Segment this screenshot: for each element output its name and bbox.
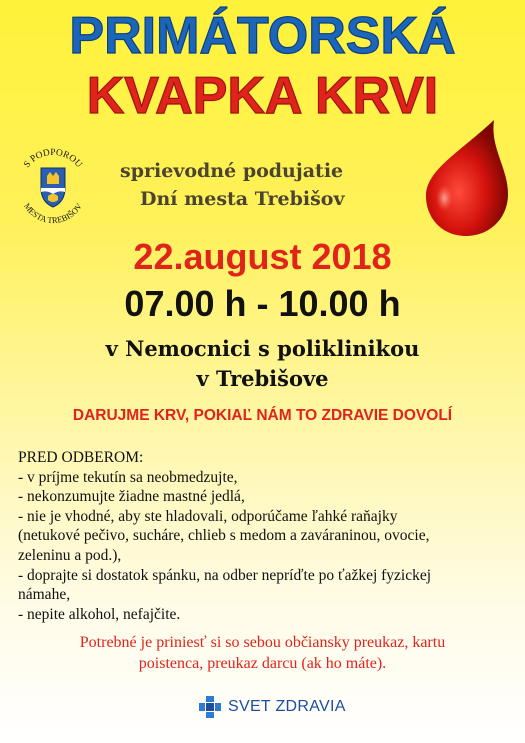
rules-line: - nie je vhodné, aby ste hladovali, odporúčame ľahké raňajky (18, 507, 398, 525)
documents-note (0, 632, 525, 674)
subtitle-line2: Dní mesta Trebišov (140, 188, 345, 210)
pre-donation-rules (18, 448, 518, 624)
rules-line: - nekonzumujte žiadne mastné jedlá, (18, 488, 245, 506)
rules-heading: PRED ODBEROM: (18, 449, 144, 466)
svet-zdravia-cross-icon (198, 695, 222, 719)
rules-line: (netukové pečivo, sucháre, chlieb s medom a zaváraninou, ovocie, (18, 527, 430, 545)
rules-line: námahe, (18, 586, 71, 604)
svet-zdravia-text: SVET ZDRAVIA (228, 698, 346, 715)
event-date: 22.august 2018 (133, 236, 392, 277)
rules-line: - nepite alkohol, nefajčite. (18, 605, 181, 623)
event-place-line2: v Trebišove (196, 366, 329, 391)
event-time: 07.00 h - 10.00 h (124, 283, 401, 324)
event-place-line1: v Nemocnici s poliklinikou (105, 336, 420, 361)
rules-line: - v príjme tekutín sa neobmedzujte, (18, 468, 238, 486)
badge-text-bottom: MESTA TREBIŠOV (22, 201, 84, 226)
svet-zdravia-logo (198, 693, 346, 721)
note-line1: Potrebné je priniesť si so sebou občiansky preukaz, kartu (79, 634, 446, 651)
subtitle-line1: sprievodné podujatie (120, 160, 344, 182)
note-line2: poistenca, preukaz darcu (ak ho máte). (138, 655, 387, 672)
title-line2: KVAPKA KRVI (86, 67, 439, 125)
city-coat-of-arms-icon (14, 146, 92, 226)
slogan: DARUJME KRV, POKIAĽ NÁM TO ZDRAVIE DOVOLÍ (72, 407, 453, 424)
rules-line: - doprajte si dostatok spánku, na odber nepríďte po ťažkej fyzickej (18, 566, 432, 584)
badge-text-top: S PODPOROU (22, 147, 84, 170)
svg-text:S PODPOROU (22, 148, 83, 170)
blood-drop-icon (420, 118, 516, 238)
rules-line: zeleninu a pod.), (18, 546, 122, 564)
title-line1: PRIMÁTORSKÁ (69, 7, 456, 65)
